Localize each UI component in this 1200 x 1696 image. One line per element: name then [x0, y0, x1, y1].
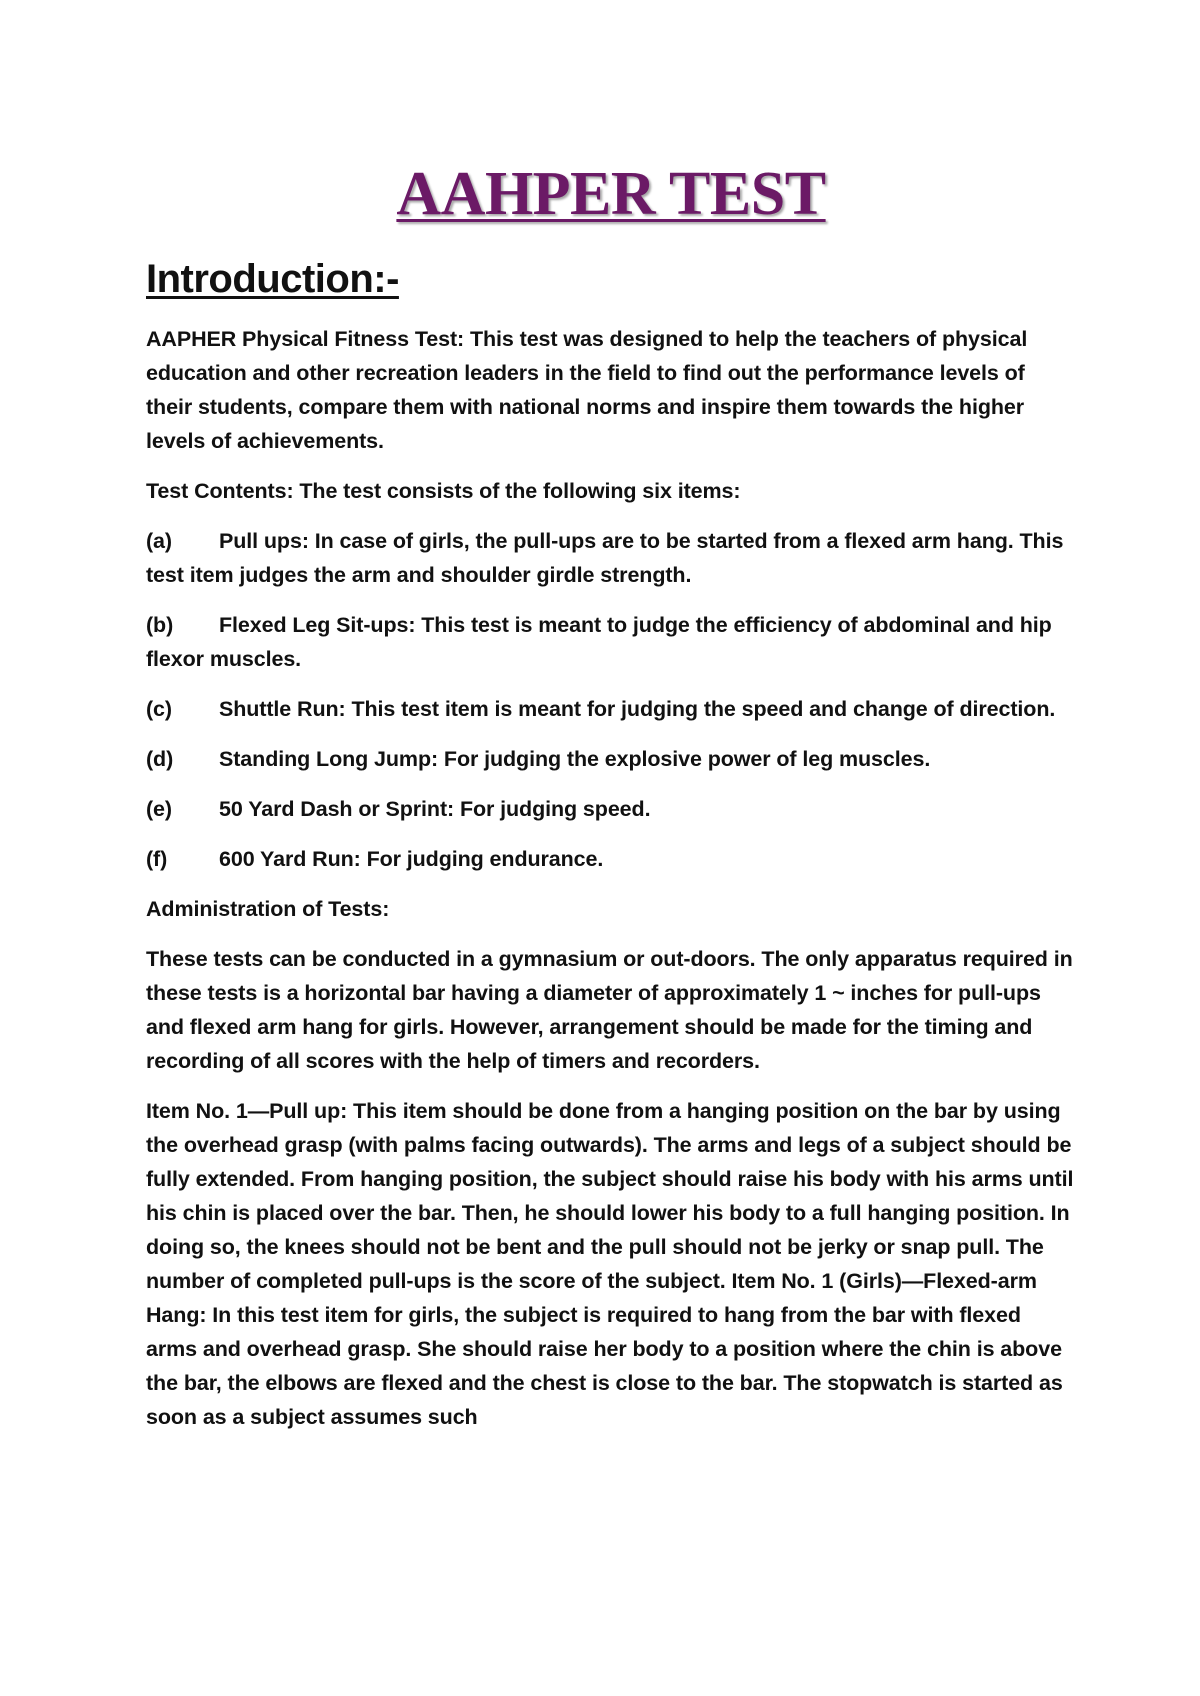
- item-marker: (e): [146, 797, 172, 821]
- list-item: [146, 792, 1076, 826]
- list-item: [146, 742, 1076, 776]
- list-item: [146, 524, 1076, 592]
- item-marker: (c): [146, 697, 172, 721]
- item-text: 600 Yard Run: For judging endurance.: [219, 847, 604, 871]
- test-contents-line: Test Contents: The test consists of the following six items:: [146, 479, 741, 503]
- item-text: Flexed Leg Sit-ups: This test is meant to judge the efficiency of abdominal and hip flexor muscles.: [146, 613, 1052, 671]
- introduction-heading: Introduction:-: [146, 257, 399, 301]
- intro-paragraph: AAPHER Physical Fitness Test: This test was designed to help the teachers of physical education and other recreation leaders in the field to find out the performance levels of their students, compare them with national norms and inspire them towards the higher levels of achievements.: [146, 327, 1028, 453]
- administration-paragraph: These tests can be conducted in a gymnasium or out-doors. The only apparatus required in these tests is a horizontal bar having a diameter of approximately 1 ~ inches for pull-ups and flexed arm hang for girls. However, arrangement should be made for the timing and recording of all scores with the help of timers and recorders.: [146, 947, 1073, 1073]
- item-text: Pull ups: In case of girls, the pull-ups are to be started from a flexed arm hang. This test item judges the arm and shoulder girdle strength.: [146, 529, 1064, 587]
- administration-heading: Administration of Tests:: [146, 897, 390, 921]
- list-item: [146, 842, 1076, 876]
- item-text: 50 Yard Dash or Sprint: For judging speed.: [219, 797, 651, 821]
- list-item: [146, 608, 1076, 676]
- document-title: AAHPER TEST: [396, 160, 826, 228]
- test-items-list: [146, 524, 1076, 876]
- item-text: Standing Long Jump: For judging the explosive power of leg muscles.: [219, 747, 931, 771]
- item-marker: (d): [146, 747, 174, 771]
- item-one-paragraph: Item No. 1—Pull up: This item should be done from a hanging position on the bar by using the overhead grasp (with palms facing outwards). The arms and legs of a subject should be fully extended. From hanging position, the subject should raise his body with his arms until his chin is placed over the bar. Then, he should lower his body to a full hanging position. In doing so, the knees should not be bent and the pull should not be jerky or snap pull. The number of completed pull-ups is the score of the subject. Item No. 1 (Girls)—Flexed-arm Hang: In this test item for girls, the subject is required to hang from the bar with flexed arms and overhead grasp. She should raise her body to a position where the chin is above the bar, the elbows are flexed and the chest is close to the bar. The stopwatch is started as soon as a subject assumes such: [146, 1099, 1074, 1429]
- item-marker: (a): [146, 529, 172, 553]
- document-body: [146, 158, 1076, 1450]
- item-marker: (b): [146, 613, 174, 637]
- item-marker: (f): [146, 847, 168, 871]
- item-text: Shuttle Run: This test item is meant for judging the speed and change of direction.: [219, 697, 1056, 721]
- list-item: [146, 692, 1076, 726]
